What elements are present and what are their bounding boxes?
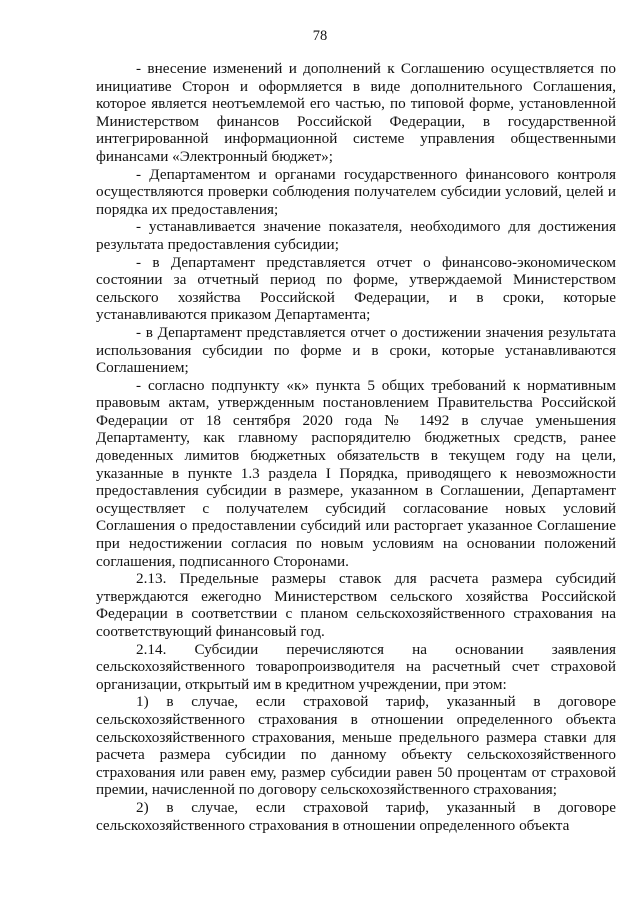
- paragraph-inspections: - Департаментом и органами государственного финансового контроля осуществляются проверки соблюдения получателем субсидии условий, целей и порядка их предоставления;: [96, 165, 616, 218]
- paragraph-item-2: 2) в случае, если страховой тариф, указанный в договоре сельскохозяйственного страхования в отношении определенного объекта: [96, 798, 616, 834]
- paragraph-result-report: - в Департамент представляется отчет о достижении значения результата использования субсидии по форме и в сроки, которые устанавливаются Соглашением;: [96, 323, 616, 377]
- paragraph-amendments: - внесение изменений и дополнений к Соглашению осуществляется по инициативе Сторон и оформляется в виде дополнительного Соглашения, которое является неотъемлемой его частью, по типовой форме, установленной Министерством финансов Российской Федерации, в государственной интегрированной информационной системе управления общественными финансами «Электронный бюджет»;: [96, 60, 616, 165]
- document-body: [96, 60, 616, 834]
- paragraph-item-1: 1) в случае, если страховой тариф, указанный в договоре сельскохозяйственного страхования в отношении определенного объекта сельскохозяйственного страхования, меньше предельного размера ставки для расчета размера субсидии по данному объекту сельскохозяйственного страхования или равен ему, размер субсидии равен 50 процентам от страховой премии, начисленной по договору сельскохозяйственного страхования;: [96, 693, 616, 799]
- page-number: 78: [312, 28, 328, 44]
- paragraph-indicator: - устанавливается значение показателя, необходимого для достижения результата предоставления субсидии;: [96, 218, 616, 253]
- paragraph-limits-reduction: - согласно подпункту «к» пункта 5 общих требований к нормативным правовым актам, утвержденным постановлением Правительства Российской Федерации от 18 сентября 2020 года № 1492 в случае уменьшения Департаменту, как главному распорядителю бюджетных средств, ранее доведенных лимитов бюджетных обязательств в текущем году на цели, указанные в пункте 1.3 раздела I Порядка, приводящего к невозможности предоставления субсидии в размере, указанном в Соглашении, Департамент осуществляет с получателем субсидий согласование новых условий Соглашения о предоставлении субсидий или расторгает указанное Соглашение при недостижении согласия по новым условиям на основании положений соглашения, подписанного Сторонами.: [96, 376, 616, 570]
- paragraph-financial-report: - в Департамент представляется отчет о финансово-экономическом состоянии за отчетный период по форме, утверждаемой Министерством сельского хозяйства Российской Федерации, и в сроки, которые устанавливаются приказом Департамента;: [96, 253, 616, 324]
- paragraph-2-14: 2.14. Субсидии перечисляются на основании заявления сельскохозяйственного товаропроизводителя на расчетный счет страховой организации, открытый им в кредитном учреждении, при этом:: [96, 640, 616, 693]
- paragraph-2-13: 2.13. Предельные размеры ставок для расчета размера субсидий утверждаются ежегодно Министерством сельского хозяйства Российской Федерации в соответствии с планом сельскохозяйственного страхования на соответствующий финансовый год.: [96, 570, 616, 640]
